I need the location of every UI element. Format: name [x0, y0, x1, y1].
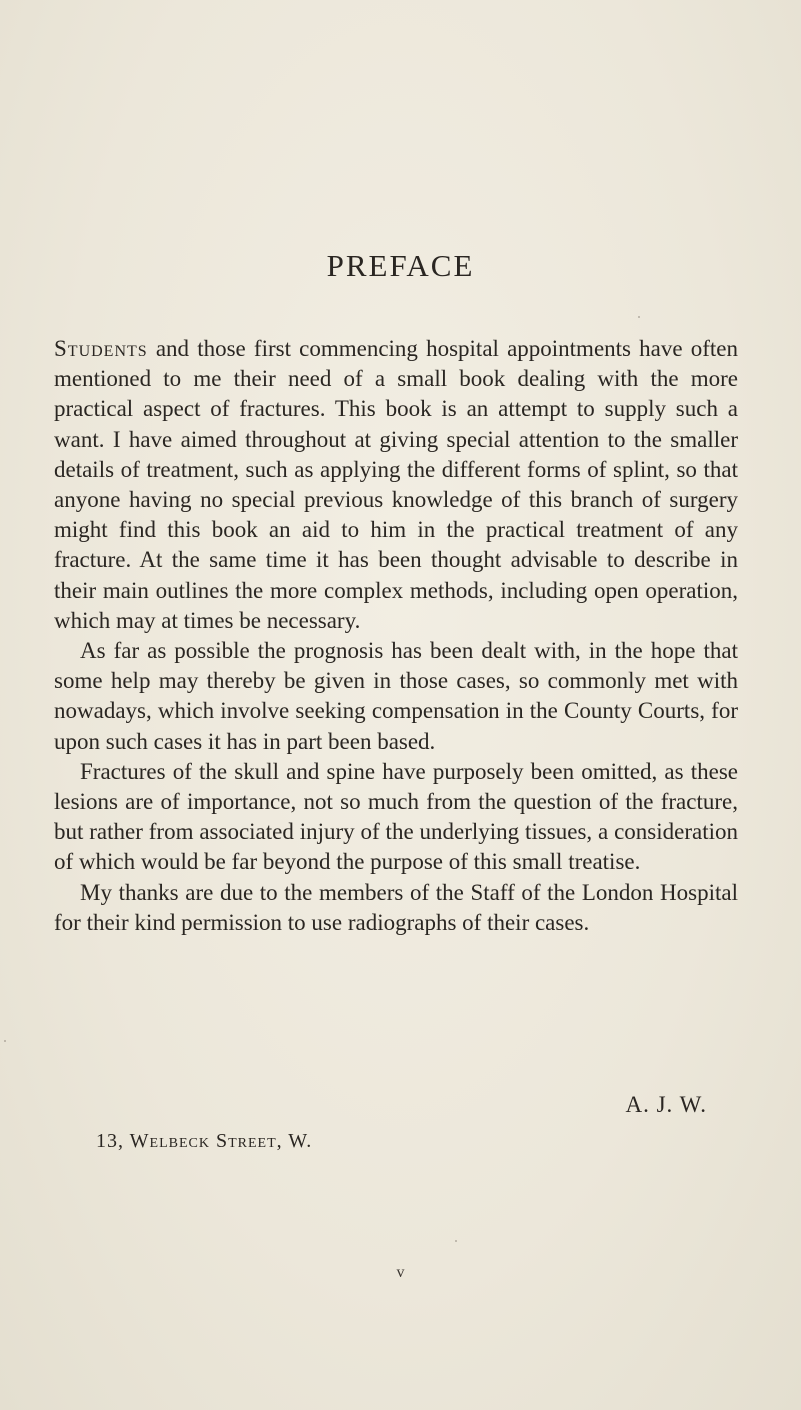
- author-address: 13, Welbeck Street, W.: [96, 1130, 313, 1152]
- paragraph-4: My thanks are due to the members of the Staff of the London Hospital for their kind permission to use radiographs of their cases.: [54, 879, 738, 935]
- paragraph-1-text: and those first commencing hospital appointments have often mentioned to me their need of a small book dealing with the more practical aspect of fractures. This book is an attempt to supply such a want. I have aimed throughout at giving special attention to the smaller details of treatment, such as applying the different forms of splint, so that anyone having no special previous knowledge of this branch of surgery might find this book an aid to him in the practical treatment of any fracture. At the same time it has been thought advisable to describe in their main outlines the more complex methods, including open operation, which may at times be necessary.: [54, 336, 738, 633]
- paper-speck: [638, 316, 640, 318]
- page-number: v: [396, 1264, 405, 1281]
- paper-speck: [4, 1040, 6, 1042]
- paper-speck: [455, 1240, 457, 1242]
- paragraph-1: [54, 334, 738, 636]
- preface-body: [54, 334, 738, 938]
- paragraph-1-lead: Students: [54, 336, 148, 361]
- paragraph-3: Fractures of the skull and spine have purposely been omitted, as these lesions are of importance, not so much from the question of the fracture, but rather from associated injury of the underlying tissues, a consideration of which would be far beyond the purpose of this small treatise.: [54, 758, 738, 875]
- page-title: PREFACE: [326, 248, 475, 283]
- author-initials: A. J. W.: [625, 1092, 707, 1117]
- paragraph-2: As far as possible the prognosis has been dealt with, in the hope that some help may thereby be given in those cases, so commonly met with nowadays, which involve seeking compensation in the County Courts, for upon such cases it has in part been based.: [54, 638, 738, 754]
